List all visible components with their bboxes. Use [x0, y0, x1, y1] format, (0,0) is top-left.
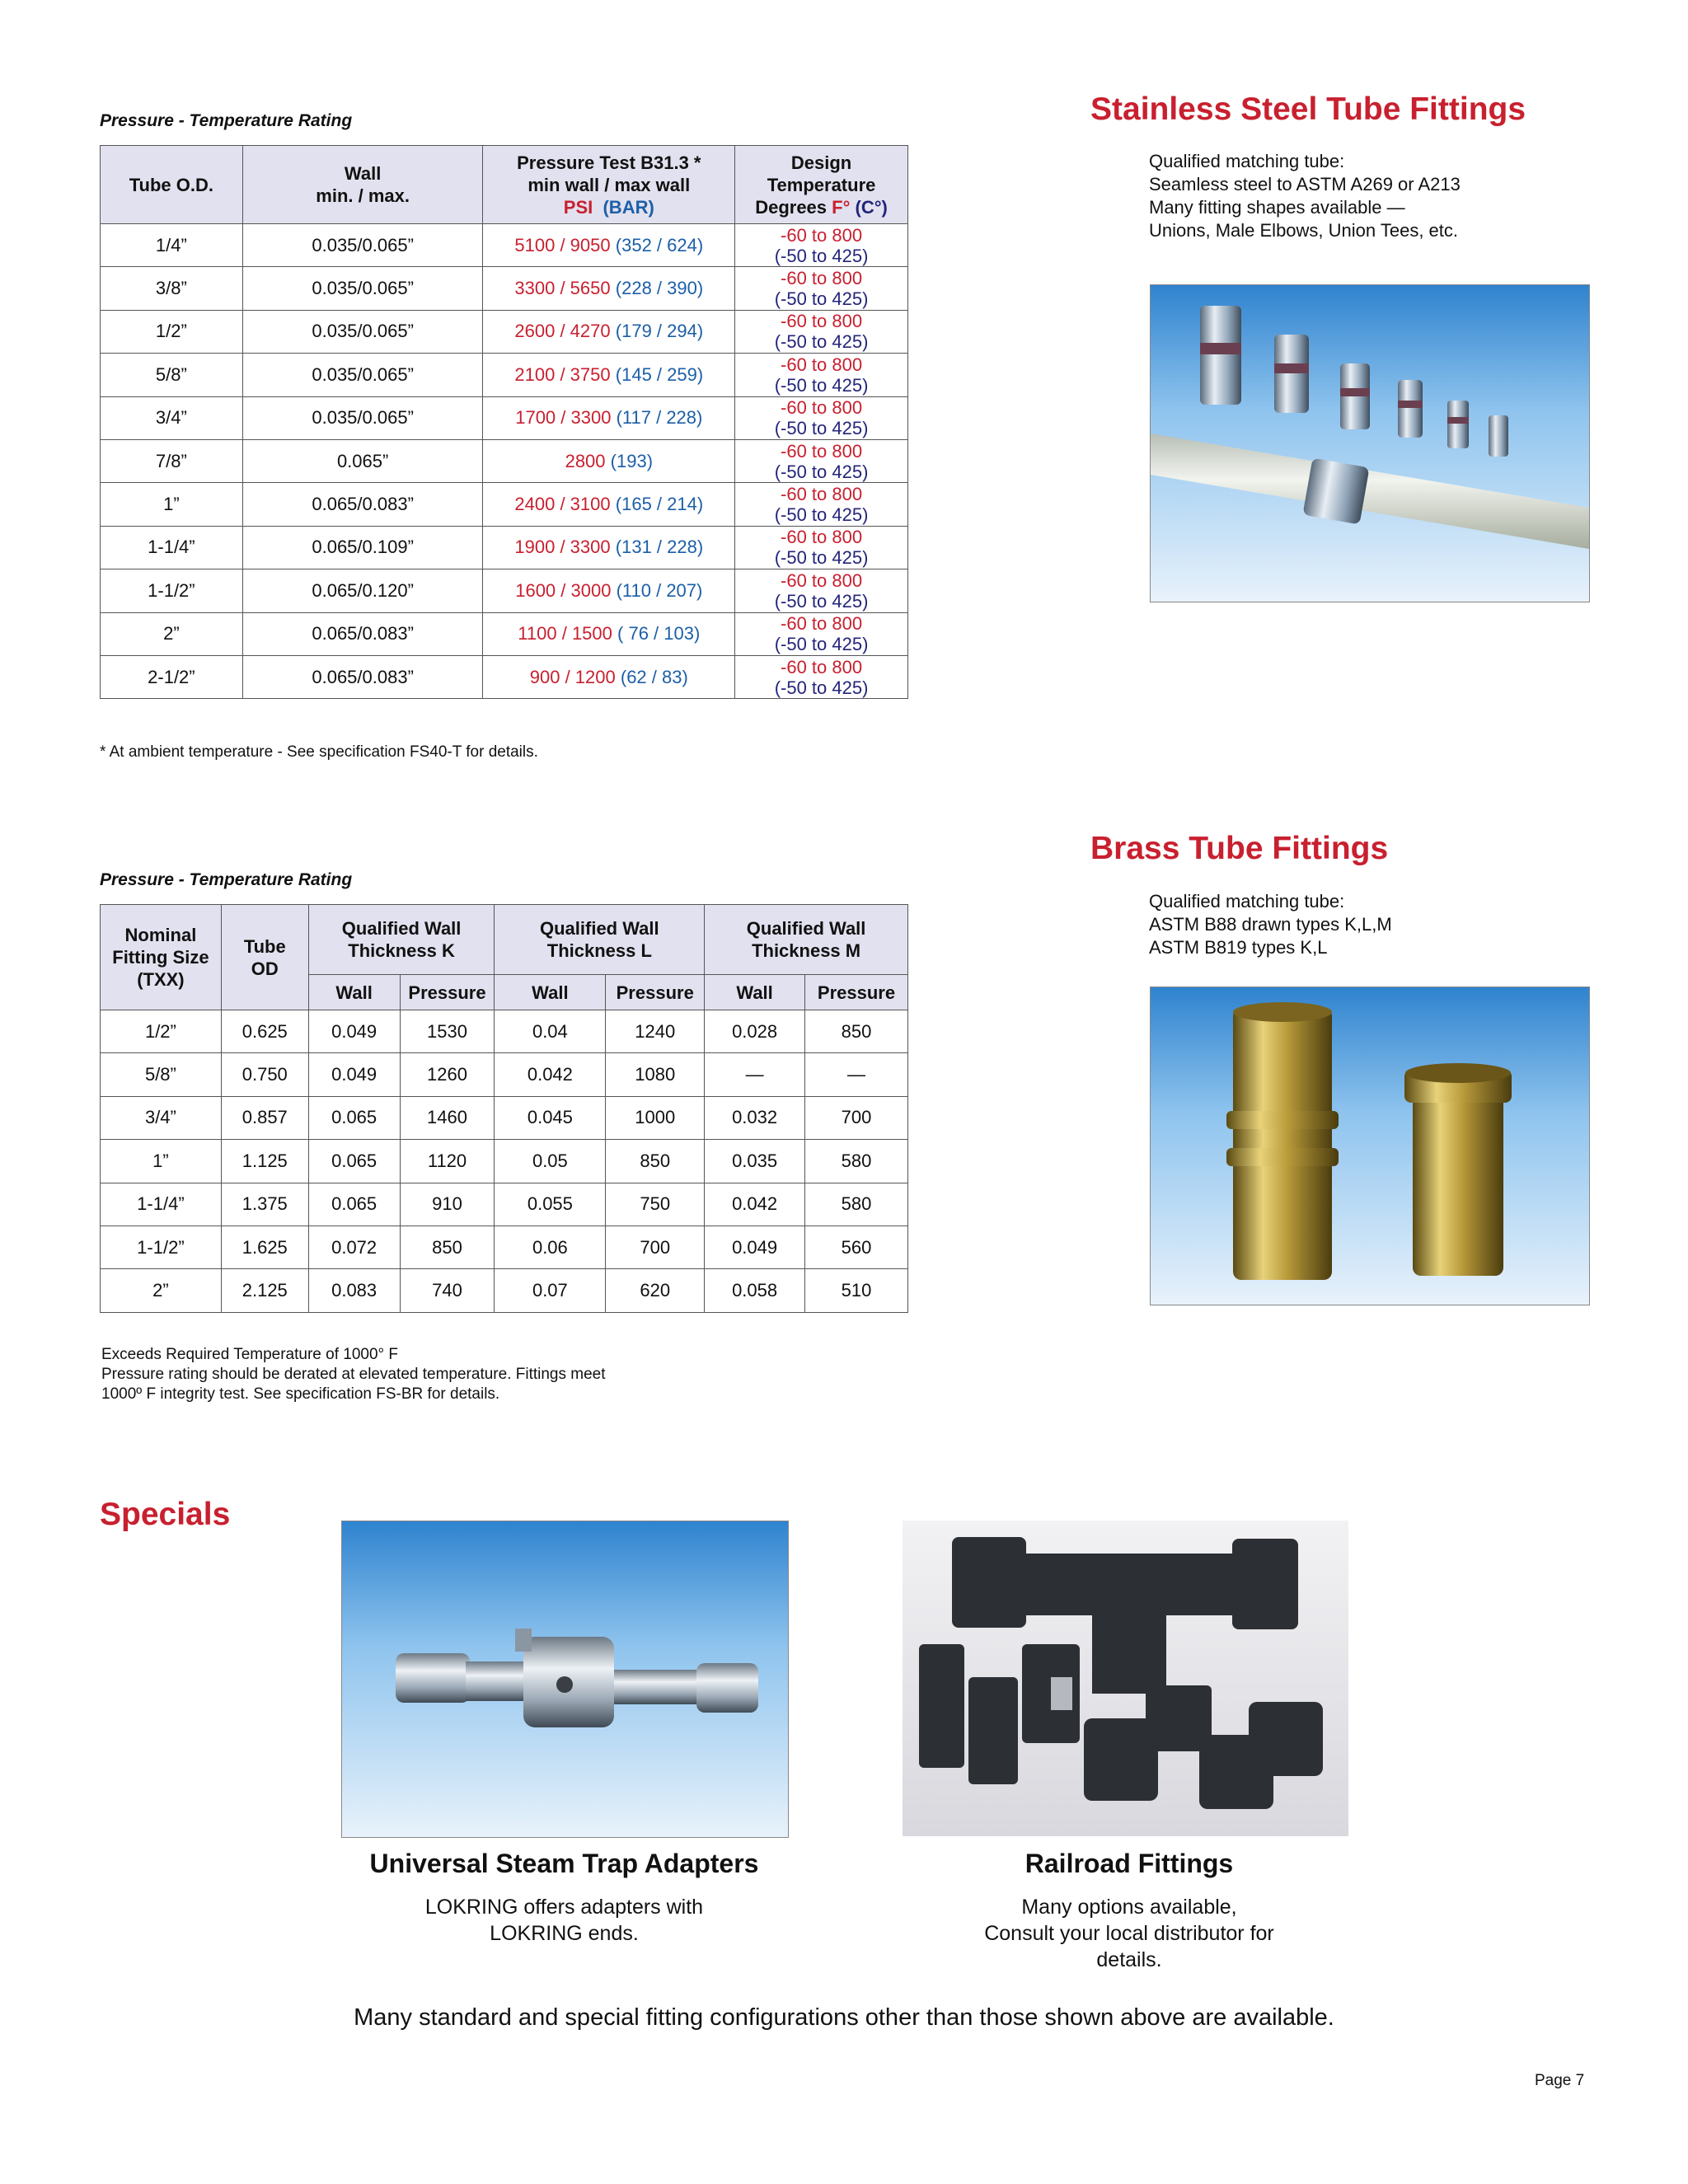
ss-table-row [101, 224, 908, 267]
col-k-pressure: Pressure [400, 975, 495, 1010]
cell-tube-od: 3/4” [101, 396, 243, 439]
brass-title: Brass Tube Fittings [1090, 831, 1389, 866]
cell-k-pressure: 1460 [400, 1096, 495, 1139]
cell-size: 5/8” [101, 1053, 222, 1096]
cell-size: 2” [101, 1269, 222, 1312]
ss-table-row [101, 310, 908, 353]
cell-m-pressure: 850 [805, 1010, 908, 1053]
brass-table-row [101, 1010, 908, 1053]
cell-tube-od: 1/4” [101, 224, 243, 267]
cell-design-temp: -60 to 800 (-50 to 425) [735, 526, 908, 569]
cell-k-wall: 0.083 [308, 1269, 400, 1312]
cell-pressure: 2100 / 3750 (145 / 259) [483, 354, 735, 396]
cell-wall: 0.065/0.083” [242, 483, 483, 526]
ss-table-caption: Pressure - Temperature Rating [100, 111, 353, 130]
cell-l-wall: 0.06 [495, 1226, 606, 1268]
brass-table-row [101, 1226, 908, 1268]
cell-m-wall: 0.049 [705, 1226, 805, 1268]
cell-l-pressure: 850 [606, 1140, 705, 1183]
cell-tube-od: 0.857 [221, 1096, 308, 1139]
cell-m-wall: 0.032 [705, 1096, 805, 1139]
cell-wall: 0.035/0.065” [242, 310, 483, 353]
cell-l-pressure: 750 [606, 1183, 705, 1226]
cell-wall: 0.035/0.065” [242, 354, 483, 396]
cell-design-temp: -60 to 800 (-50 to 425) [735, 483, 908, 526]
col-l-pressure: Pressure [606, 975, 705, 1010]
cell-pressure: 3300 / 5650 (228 / 390) [483, 267, 735, 310]
brass-table-caption: Pressure - Temperature Rating [100, 870, 353, 889]
cell-k-pressure: 740 [400, 1269, 495, 1312]
cell-wall: 0.065/0.083” [242, 612, 483, 655]
col-tube-od: Tube O.D. [101, 146, 243, 224]
brass-table-row [101, 1269, 908, 1312]
cell-tube-od: 2-1/2” [101, 655, 243, 698]
cell-l-wall: 0.045 [495, 1096, 606, 1139]
col-m-wall: Wall [705, 975, 805, 1010]
cell-pressure: 5100 / 9050 (352 / 624) [483, 224, 735, 267]
cell-pressure: 900 / 1200 (62 / 83) [483, 655, 735, 698]
col-nominal-size: Nominal Fitting Size (TXX) [101, 905, 222, 1010]
cell-l-wall: 0.042 [495, 1053, 606, 1096]
steam-trap-description: LOKRING offers adapters with LOKRING ends. [424, 1896, 704, 1945]
cell-tube-od: 1.625 [221, 1226, 308, 1268]
ss-table-row [101, 569, 908, 612]
stainless-title: Stainless Steel Tube Fittings [1090, 91, 1526, 127]
steam-trap-adapter-photo [341, 1521, 789, 1838]
cell-k-pressure: 1120 [400, 1140, 495, 1183]
specials-title: Specials [100, 1497, 231, 1532]
cell-wall: 0.065/0.109” [242, 526, 483, 569]
cell-m-pressure: 580 [805, 1183, 908, 1226]
cell-tube-od: 1.375 [221, 1183, 308, 1226]
cell-wall: 0.065” [242, 439, 483, 482]
col-group-k: Qualified Wall Thickness K [308, 905, 495, 975]
cell-m-pressure: 700 [805, 1096, 908, 1139]
ss-table-row [101, 526, 908, 569]
page-number: Page 7 [1535, 2072, 1585, 2089]
cell-tube-od: 1.125 [221, 1140, 308, 1183]
cell-k-pressure: 1260 [400, 1053, 495, 1096]
brass-notes: Exceeds Required Temperature of 1000° F Pressure rating should be derated at elevated temperature. Fittings meet 1000º F integrity test. See specification FS-BR for details. [101, 1346, 606, 1403]
stainless-fittings-photo [1150, 284, 1590, 602]
cell-m-wall: 0.058 [705, 1269, 805, 1312]
cell-size: 1-1/2” [101, 1226, 222, 1268]
ss-table-row [101, 439, 908, 482]
ss-table-row [101, 483, 908, 526]
cell-k-wall: 0.049 [308, 1053, 400, 1096]
cell-wall: 0.035/0.065” [242, 396, 483, 439]
stainless-description: Qualified matching tube: Seamless steel to ASTM A269 or A213 Many fitting shapes available — Unions, Male Elbows, Union Tees, etc. [1149, 151, 1461, 241]
cell-k-pressure: 1530 [400, 1010, 495, 1053]
col-wall: Wall min. / max. [242, 146, 483, 224]
cell-k-wall: 0.049 [308, 1010, 400, 1053]
cell-design-temp: -60 to 800 (-50 to 425) [735, 310, 908, 353]
cell-pressure: 1700 / 3300 (117 / 228) [483, 396, 735, 439]
cell-l-wall: 0.07 [495, 1269, 606, 1312]
col-k-wall: Wall [308, 975, 400, 1010]
cell-k-pressure: 850 [400, 1226, 495, 1268]
cell-tube-od: 1/2” [101, 310, 243, 353]
cell-size: 1/2” [101, 1010, 222, 1053]
cell-tube-od: 2” [101, 612, 243, 655]
cell-m-wall: 0.042 [705, 1183, 805, 1226]
cell-pressure: 1600 / 3000 (110 / 207) [483, 569, 735, 612]
cell-l-wall: 0.05 [495, 1140, 606, 1183]
cell-design-temp: -60 to 800 (-50 to 425) [735, 569, 908, 612]
cell-design-temp: -60 to 800 (-50 to 425) [735, 267, 908, 310]
cell-pressure: 1900 / 3300 (131 / 228) [483, 526, 735, 569]
railroad-description: Many options available, Consult your local distributor for details. [984, 1896, 1274, 1971]
cell-l-pressure: 1000 [606, 1096, 705, 1139]
ss-table-row [101, 354, 908, 396]
cell-size: 1” [101, 1140, 222, 1183]
col-tube-od: Tube OD [221, 905, 308, 1010]
ss-footnote: * At ambient temperature - See specification FS40-T for details. [100, 743, 538, 761]
cell-l-wall: 0.04 [495, 1010, 606, 1053]
steam-trap-title: Universal Steam Trap Adapters [369, 1849, 759, 1878]
col-m-pressure: Pressure [805, 975, 908, 1010]
cell-tube-od: 3/8” [101, 267, 243, 310]
cell-l-pressure: 1080 [606, 1053, 705, 1096]
railroad-title: Railroad Fittings [1025, 1849, 1234, 1878]
cell-tube-od: 1-1/4” [101, 526, 243, 569]
cell-design-temp: -60 to 800 (-50 to 425) [735, 224, 908, 267]
cell-pressure: 2600 / 4270 (179 / 294) [483, 310, 735, 353]
cell-m-pressure: — [805, 1053, 908, 1096]
col-group-l: Qualified Wall Thickness L [495, 905, 705, 975]
cell-tube-od: 2.125 [221, 1269, 308, 1312]
stainless-pressure-table [100, 145, 908, 699]
brass-table-row [101, 1140, 908, 1183]
cell-l-pressure: 620 [606, 1269, 705, 1312]
brass-fittings-photo [1150, 987, 1590, 1305]
col-group-m: Qualified Wall Thickness M [705, 905, 908, 975]
cell-k-pressure: 910 [400, 1183, 495, 1226]
cell-k-wall: 0.065 [308, 1183, 400, 1226]
cell-tube-od: 0.625 [221, 1010, 308, 1053]
cell-wall: 0.035/0.065” [242, 267, 483, 310]
railroad-fittings-photo [903, 1521, 1348, 1836]
cell-pressure: 1100 / 1500 ( 76 / 103) [483, 612, 735, 655]
ss-table-row [101, 655, 908, 698]
cell-l-wall: 0.055 [495, 1183, 606, 1226]
col-l-wall: Wall [495, 975, 606, 1010]
cell-m-wall: 0.035 [705, 1140, 805, 1183]
cell-m-pressure: 510 [805, 1269, 908, 1312]
cell-tube-od: 1” [101, 483, 243, 526]
brass-description: Qualified matching tube: ASTM B88 drawn types K,L,M ASTM B819 types K,L [1149, 891, 1392, 958]
brass-table-row [101, 1183, 908, 1226]
cell-design-temp: -60 to 800 (-50 to 425) [735, 612, 908, 655]
cell-wall: 0.035/0.065” [242, 224, 483, 267]
cell-k-wall: 0.065 [308, 1096, 400, 1139]
ss-table-row [101, 396, 908, 439]
cell-m-pressure: 560 [805, 1226, 908, 1268]
ss-table-row [101, 612, 908, 655]
cell-k-wall: 0.065 [308, 1140, 400, 1183]
cell-design-temp: -60 to 800 (-50 to 425) [735, 354, 908, 396]
cell-k-wall: 0.072 [308, 1226, 400, 1268]
col-pressure-test: Pressure Test B31.3 * min wall / max wall PSI (BAR) [483, 146, 735, 224]
cell-tube-od: 0.750 [221, 1053, 308, 1096]
cell-tube-od: 1-1/2” [101, 569, 243, 612]
cell-pressure: 2400 / 3100 (165 / 214) [483, 483, 735, 526]
ss-table-row [101, 267, 908, 310]
cell-wall: 0.065/0.083” [242, 655, 483, 698]
cell-m-wall: — [705, 1053, 805, 1096]
brass-table-row [101, 1096, 908, 1139]
cell-design-temp: -60 to 800 (-50 to 425) [735, 655, 908, 698]
cell-wall: 0.065/0.120” [242, 569, 483, 612]
cell-design-temp: -60 to 800 (-50 to 425) [735, 396, 908, 439]
cell-size: 3/4” [101, 1096, 222, 1139]
cell-m-wall: 0.028 [705, 1010, 805, 1053]
cell-l-pressure: 1240 [606, 1010, 705, 1053]
specials-footer: Many standard and special fitting configurations other than those shown above are available. [354, 2004, 1334, 2031]
cell-pressure: 2800 (193) [483, 439, 735, 482]
brass-table-row [101, 1053, 908, 1096]
cell-l-pressure: 700 [606, 1226, 705, 1268]
cell-tube-od: 5/8” [101, 354, 243, 396]
brass-pressure-table [100, 904, 908, 1313]
cell-design-temp: -60 to 800 (-50 to 425) [735, 439, 908, 482]
cell-size: 1-1/4” [101, 1183, 222, 1226]
cell-tube-od: 7/8” [101, 439, 243, 482]
col-design-temp: Design Temperature Degrees F° (C°) [735, 146, 908, 224]
cell-m-pressure: 580 [805, 1140, 908, 1183]
